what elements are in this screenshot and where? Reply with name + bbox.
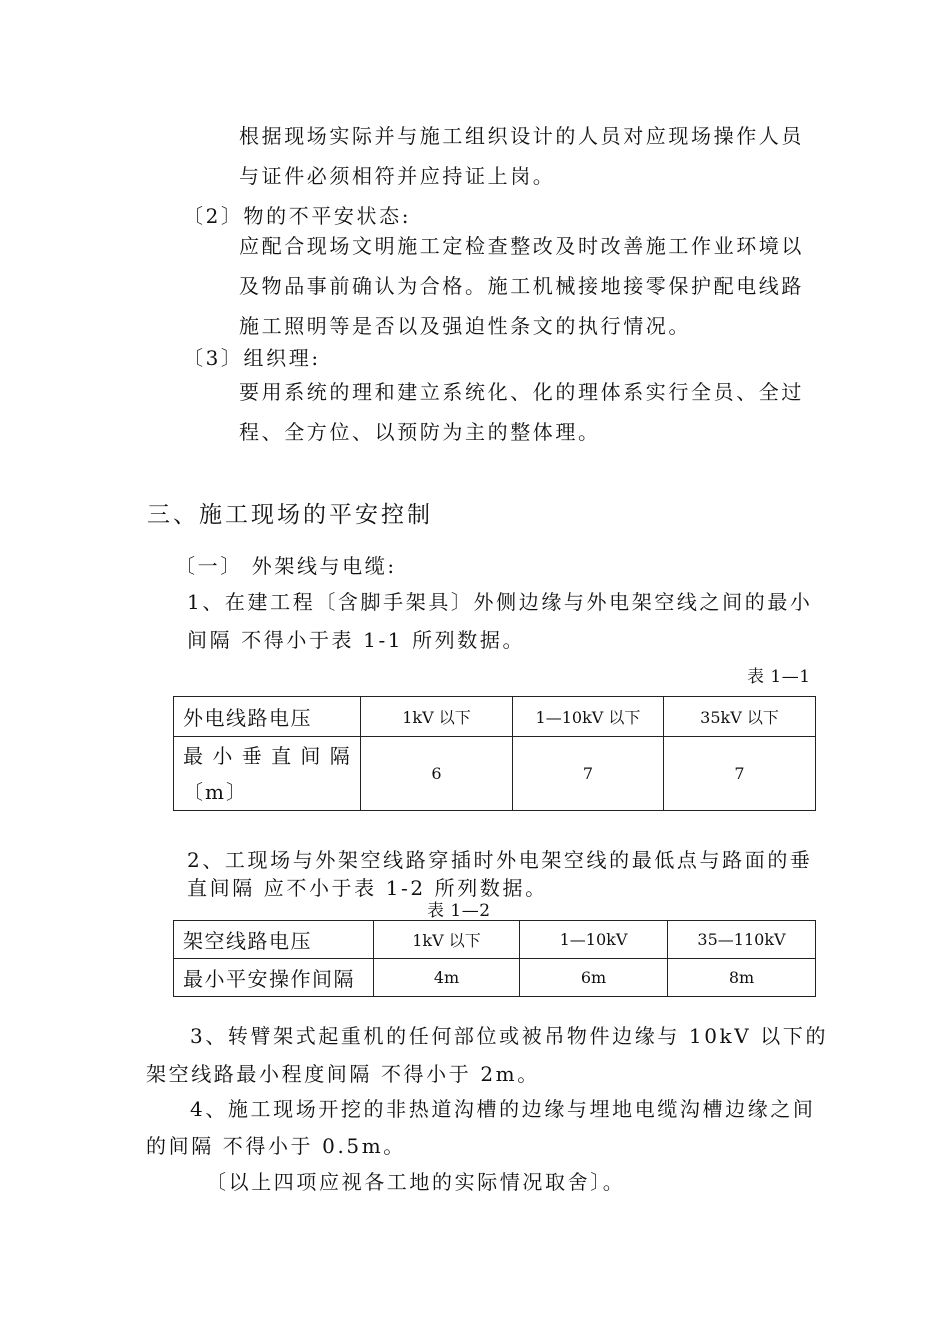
row-label-line: 最 小 垂 直 间 隔 xyxy=(183,743,352,768)
list-heading: 〔2〕物的不平安状态: xyxy=(183,204,412,228)
table-cell: 8m xyxy=(668,959,816,997)
table-header-cell: 1—10kV 以下 xyxy=(513,697,664,737)
body-line: 程、全方位、以预防为主的整体理。 xyxy=(239,420,601,444)
item-4-line: 4、施工现场开挖的非热道沟槽的边缘与埋地电缆沟槽边缘之间 xyxy=(190,1097,816,1121)
row-label-line: 〔m〕 xyxy=(183,779,248,804)
item-4-line: 的间隔 不得小于 0.5m。 xyxy=(146,1134,406,1158)
table-2-caption: 表 1—2 xyxy=(427,901,491,921)
table-cell: 6m xyxy=(520,959,668,997)
table-1 xyxy=(173,696,816,811)
item-1-line: 间隔 不得小于表 1-1 所列数据。 xyxy=(187,628,526,652)
body-line: 要用系统的理和建立系统化、化的理体系实行全员、全过 xyxy=(239,380,804,404)
table-cell: 7 xyxy=(513,737,664,811)
closing-note: 〔以上四项应视各工地的实际情况取舍〕。 xyxy=(206,1170,626,1194)
table-header-cell: 1kV 以下 xyxy=(374,921,520,959)
item-2-line: 2、工现场与外架空线路穿插时外电架空线的最低点与路面的垂 xyxy=(187,848,813,872)
table-cell: 6 xyxy=(361,737,513,811)
table-row-label xyxy=(174,737,361,811)
body-line: 与证件必须相符并应持证上岗。 xyxy=(239,164,556,188)
item-3-line: 3、转臂架式起重机的任何部位或被吊物件边缘与 10kV 以下的 xyxy=(190,1024,829,1048)
table-header-cell: 35—110kV xyxy=(668,921,816,959)
body-line: 应配合现场文明施工定检查整改及时改善施工作业环境以 xyxy=(239,234,804,258)
table-header-cell: 35kV 以下 xyxy=(664,697,816,737)
item-1-line: 1、在建工程〔含脚手架具〕外侧边缘与外电架空线之间的最小 xyxy=(187,590,813,614)
table-cell: 7 xyxy=(664,737,816,811)
item-3-line: 架空线路最小程度间隔 不得小于 2m。 xyxy=(146,1062,540,1086)
table-header-cell: 外电线路电压 xyxy=(174,697,361,737)
body-line: 及物品事前确认为合格。施工机械接地接零保护配电线路 xyxy=(239,274,804,298)
table-header-cell: 1kV 以下 xyxy=(361,697,513,737)
table-cell: 4m xyxy=(374,959,520,997)
list-heading: 〔3〕组织理: xyxy=(183,346,321,370)
table-1-caption: 表 1—1 xyxy=(747,667,811,687)
section-heading: 三、施工现场的平安控制 xyxy=(147,502,433,528)
subsection-heading: 〔一〕 外架线与电缆: xyxy=(175,554,397,578)
table-header-cell: 1—10kV xyxy=(520,921,668,959)
item-2-line: 直间隔 应不小于表 1-2 所列数据。 xyxy=(187,876,548,900)
table-row-label: 最小平安操作间隔 xyxy=(174,959,374,997)
body-line: 施工照明等是否以及强迫性条文的执行情况。 xyxy=(239,314,691,338)
table-header-cell: 架空线路电压 xyxy=(174,921,374,959)
body-line: 根据现场实际并与施工组织设计的人员对应现场操作人员 xyxy=(239,124,804,148)
table-2 xyxy=(173,920,816,997)
